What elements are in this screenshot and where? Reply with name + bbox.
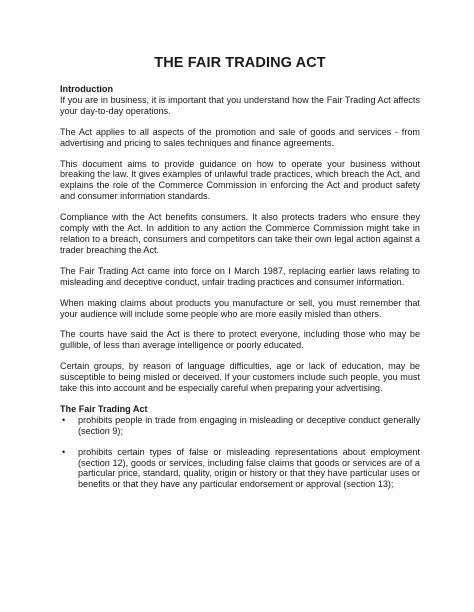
list-item [60,415,420,437]
paragraph: The courts have said the Act is there to protect everyone, including those who may be gullible, of less than average intelligence or poorly educated. [60,329,420,351]
list-item-text: prohibits people in trade from engaging in misleading or deceptive conduct generally (section 9); [78,414,420,436]
paragraph: When making claims about products you manufacture or sell, you must remember that your audience will include some people who are more easily misled than others. [60,297,420,319]
paragraph: The Fair Trading Act came into force on I March 1987, replacing earlier laws relating to misleading and deceptive conduct, unfair trading practices and consumer information. [60,265,420,287]
document-page [60,55,420,500]
bullet-icon: • [62,414,66,425]
list-item-text: prohibits certain types of false or misleading representations about employment (section 12), goods or services, including false claims that goods or services are of a particular price, standard, quality, origin or history or that they have particular uses or benefits or that they have any particular endorsement or approval (section 13); [78,446,420,490]
paragraph: Compliance with the Act benefits consumers. It also protects traders who ensure they comply with the Act. In addition to any action the Commerce Commission might take in relation to a breach, consumers and competitors can take their own legal action against a trader breaching the Act. [60,212,420,255]
fair-trading-act-heading: The Fair Trading Act [60,403,148,414]
paragraph: The Act applies to all aspects of the promotion and sale of goods and services - from advertising and pricing to sales techniques and finance agreements. [60,126,420,148]
paragraph: If you are in business, it is important that you understand how the Fair Trading Act affects your day-to-day operations. [60,94,420,116]
introduction-heading: Introduction [60,84,114,94]
paragraph: This document aims to provide guidance on how to operate your business without breaking the law. It gives examples of unlawful trade practices, which breach the Act, and explains the role of the Commerce Commission in enforcing the Act and product safety and consumer information standards. [60,158,420,202]
paragraph: Certain groups, by reason of language difficulties, age or lack of education, may be susceptible to being misled or deceived. If your customers include such people, you must take this into account and be especially careful when preparing your advertising. [60,361,420,394]
document-title: THE FAIR TRADING ACT [154,55,326,71]
provisions-list [60,415,420,490]
bullet-icon: • [62,446,66,457]
list-item [60,447,420,491]
